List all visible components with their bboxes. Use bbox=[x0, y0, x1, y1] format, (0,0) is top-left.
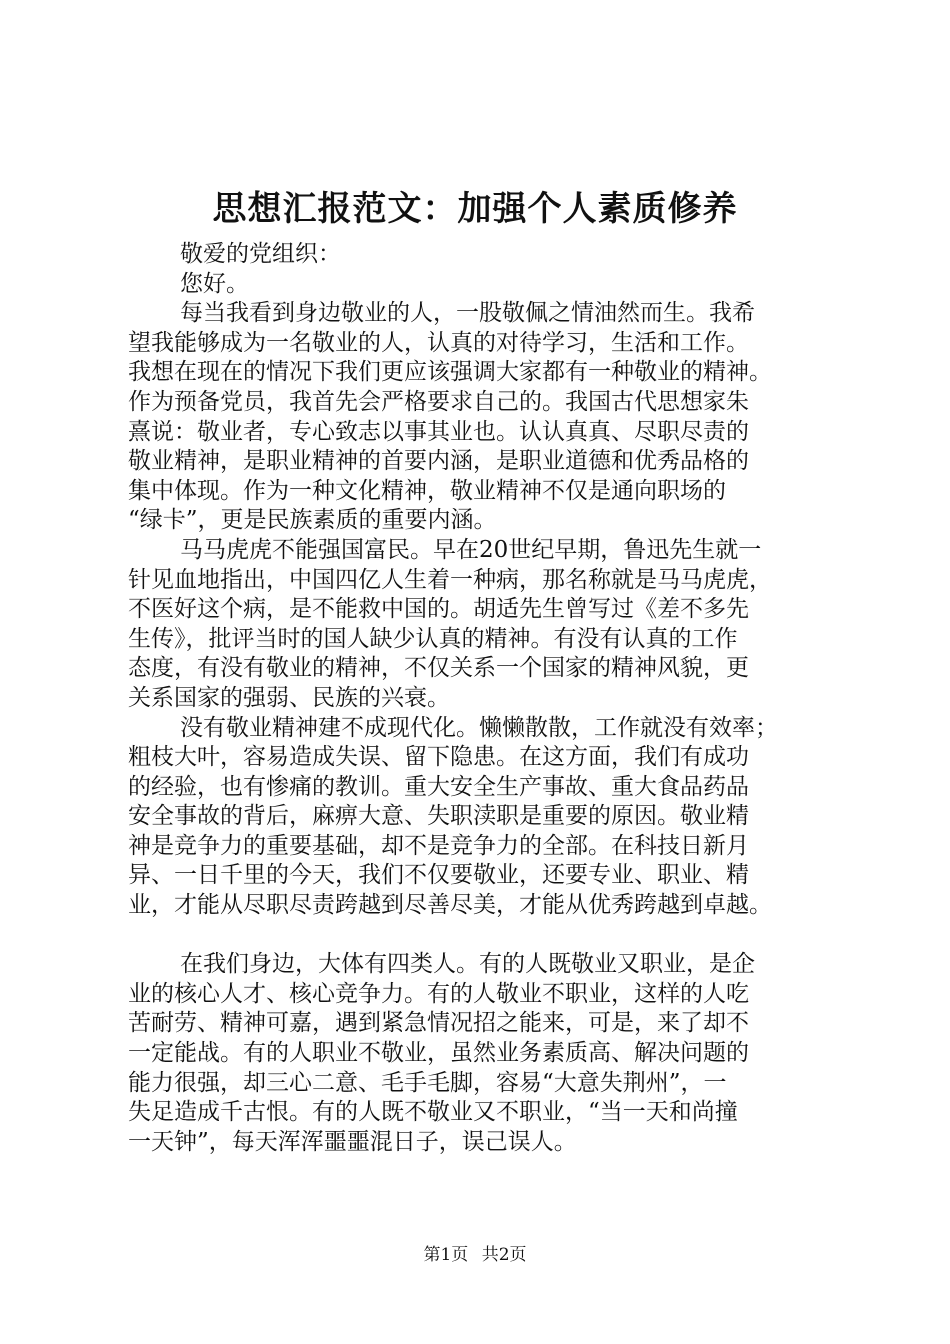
text-line: 失足造成千古恨。有的人既不敬业又不职业，“当一天和尚撞 bbox=[128, 1099, 738, 1126]
document-body bbox=[128, 240, 840, 1157]
text-line: 您好。 bbox=[180, 270, 249, 297]
text-line: 敬业精神，是职业精神的首要内涵，是职业道德和优秀品格的 bbox=[128, 448, 749, 475]
text-line: 苦耐劳、精神可嘉，遇到紧急情况招之能来，可是，来了却不 bbox=[128, 1010, 749, 1037]
text-line: 熹说：敬业者，专心致志以事其业也。认认真真、尽职尽责的 bbox=[128, 418, 749, 445]
text-line: 业，才能从尽职尽责跨越到尽善尽美，才能从优秀跨越到卓越。 bbox=[128, 892, 772, 919]
text-line: 态度，有没有敬业的精神，不仅关系一个国家的精神风貌，更 bbox=[128, 655, 749, 682]
text-line: 关系国家的强弱、民族的兴衰。 bbox=[128, 684, 450, 711]
text-line: 生传》，批评当时的国人缺少认真的精神。有没有认真的工作 bbox=[128, 625, 738, 652]
text-line: 作为预备党员，我首先会严格要求自己的。我国古代思想家朱 bbox=[128, 388, 749, 415]
text-line: 粗枝大叶，容易造成失误、留下隐患。在这方面，我们有成功 bbox=[128, 744, 749, 771]
text-line: 我想在现在的情况下我们更应该强调大家都有一种敬业的精神。 bbox=[128, 359, 772, 386]
text-line: “绿卡”，更是民族素质的重要内涵。 bbox=[128, 507, 497, 534]
text-line: 异、一日千里的今天，我们不仅要敬业，还要专业、职业、精 bbox=[128, 862, 749, 889]
text-line: 望我能够成为一名敬业的人，认真的对待学习，生活和工作。 bbox=[128, 329, 749, 356]
text-line: 马马虎虎不能强国富民。早在20世纪早期，鲁迅先生就一 bbox=[180, 536, 762, 563]
page-number: 第1页 bbox=[423, 1245, 469, 1265]
page-footer bbox=[0, 1244, 950, 1266]
text-line: 一定能战。有的人职业不敬业，虽然业务素质高、解决问题的 bbox=[128, 1040, 749, 1067]
text-line: 的经验，也有惨痛的教训。重大安全生产事故、重大食品药品 bbox=[128, 773, 749, 800]
text-line: 集中体现。作为一种文化精神，敬业精神不仅是通向职场的 bbox=[128, 477, 726, 504]
document-title: 思想汇报范文：加强个人素质修养 bbox=[212, 189, 738, 229]
text-line: 不医好这个病，是不能救中国的。胡适先生曾写过《差不多先 bbox=[128, 596, 749, 623]
text-line: 每当我看到身边敬业的人，一股敬佩之情油然而生。我希 bbox=[180, 300, 755, 327]
text-line: 在我们身边，大体有四类人。有的人既敬业又职业，是企 bbox=[180, 951, 755, 978]
text-line: 业的核心人才、核心竞争力。有的人敬业不职业，这样的人吃 bbox=[128, 980, 749, 1007]
text-line: 神是竞争力的重要基础，却不是竞争力的全部。在科技日新月 bbox=[128, 832, 749, 859]
blank-line bbox=[128, 921, 840, 951]
text-line: 敬爱的党组织： bbox=[180, 241, 341, 267]
page-total: 共2页 bbox=[481, 1245, 527, 1265]
text-line: 安全事故的背后，麻痹大意、失职渎职是重要的原因。敬业精 bbox=[128, 803, 749, 830]
text-line: 没有敬业精神建不成现代化。懒懒散散，工作就没有效率； bbox=[180, 714, 778, 741]
text-line: 能力很强，却三心二意、毛手毛脚，容易“大意失荆州”，一 bbox=[128, 1069, 727, 1096]
text-line: 针见血地指出，中国四亿人生着一种病，那名称就是马马虎虎， bbox=[128, 566, 772, 593]
text-line: 一天钟”，每天浑浑噩噩混日子，误己误人。 bbox=[128, 1128, 577, 1155]
